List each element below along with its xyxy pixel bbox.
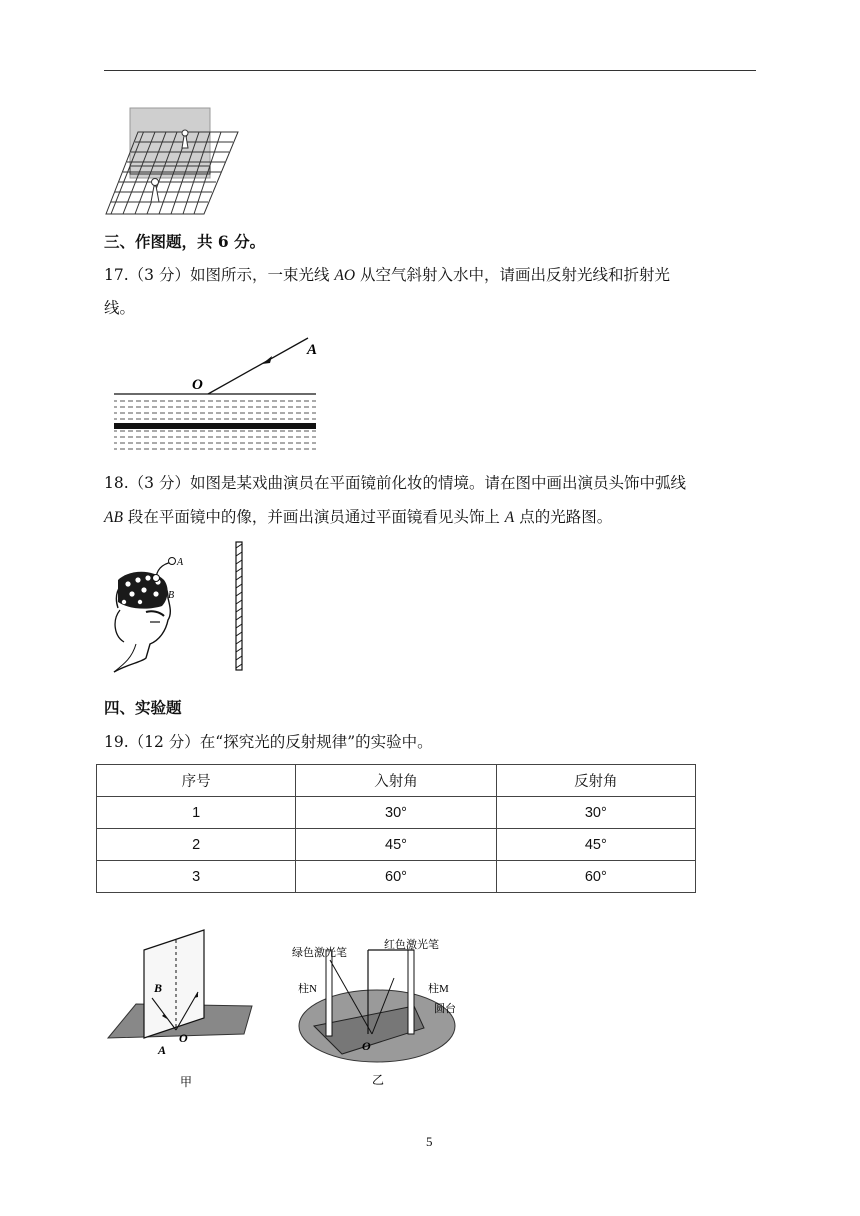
label-post-n: 柱N xyxy=(298,983,317,995)
section-title-experiment: 四、实验题 xyxy=(104,698,182,717)
header-rule xyxy=(104,70,756,71)
label-b: B xyxy=(154,981,163,995)
figure-yi-laser-setup xyxy=(282,930,462,1090)
caption-jia: 甲 xyxy=(180,1075,193,1089)
question-17-line2: 线。 xyxy=(104,299,136,317)
question-19-intro: 19.（12 分）在“探究光的反射规律”的实验中。 xyxy=(104,733,433,751)
table-cell: 60° xyxy=(296,861,496,893)
table-row xyxy=(97,797,696,829)
question-18-line2 xyxy=(104,505,612,530)
question-18-line1: 18.（3 分）如图是某戏曲演员在平面镜前化妆的情境。请在图中画出演员头饰中弧线 xyxy=(104,474,686,492)
q17-text-b: 从空气斜射入水中，请画出反射光线和折射光 xyxy=(355,266,670,284)
table-cell: 60° xyxy=(496,861,695,893)
figure-17-air-water xyxy=(112,332,332,458)
table-cell: 30° xyxy=(496,797,695,829)
figure-jia-reflection-board xyxy=(104,926,264,1092)
reflection-data-table xyxy=(96,764,696,893)
grid-mirror-figure xyxy=(104,104,244,220)
table-header-cell: 序号 xyxy=(97,765,296,797)
label-a: A xyxy=(158,1043,167,1057)
question-17-line1 xyxy=(104,263,670,288)
actor-head xyxy=(114,572,170,672)
table-cell: 45° xyxy=(296,829,496,861)
label-post-m: 柱M xyxy=(428,983,449,995)
table-cell: 3 xyxy=(97,861,296,893)
table-cell: 45° xyxy=(496,829,695,861)
table-header-cell: 反射角 xyxy=(496,765,695,797)
label-o: O xyxy=(179,1031,188,1045)
q17-text-a: 17.（3 分）如图所示，一束光线 xyxy=(104,266,335,284)
q18-text-a: 段在平面镜中的像，并画出演员通过平面镜看见头饰上 xyxy=(122,508,505,526)
table-cell: 30° xyxy=(296,797,496,829)
caption-yi: 乙 xyxy=(372,1073,385,1087)
q17-ray-label: AO xyxy=(334,267,356,284)
q18-text-b: 点的光路图。 xyxy=(514,508,613,526)
figure-18-actor-mirror xyxy=(106,540,256,682)
label-o: O xyxy=(362,1039,371,1053)
label-a: A xyxy=(177,557,184,568)
dark-band xyxy=(114,423,316,429)
label-a: A xyxy=(307,342,318,358)
headdress-arc-ab xyxy=(153,558,176,582)
plane-mirror xyxy=(236,542,242,670)
label-green-laser: 绿色激光笔 xyxy=(292,947,347,959)
table-header-row xyxy=(97,765,696,797)
q18-arc-label: AB xyxy=(104,509,123,526)
section-title-drawing: 三、作图题，共 6 分。 xyxy=(104,232,266,251)
page-number: 5 xyxy=(426,1134,433,1149)
table-row xyxy=(97,861,696,893)
label-platform: 圆台 xyxy=(434,1003,456,1015)
q18-point-label: A xyxy=(504,509,515,526)
table-row xyxy=(97,829,696,861)
table-cell: 2 xyxy=(97,829,296,861)
label-o: O xyxy=(192,377,203,393)
incident-ray-ao xyxy=(208,338,308,394)
label-b: B xyxy=(168,590,175,601)
label-red-laser: 红色激光笔 xyxy=(384,939,439,951)
table-header-cell: 入射角 xyxy=(296,765,496,797)
table-cell: 1 xyxy=(97,797,296,829)
post-m xyxy=(408,950,414,1034)
